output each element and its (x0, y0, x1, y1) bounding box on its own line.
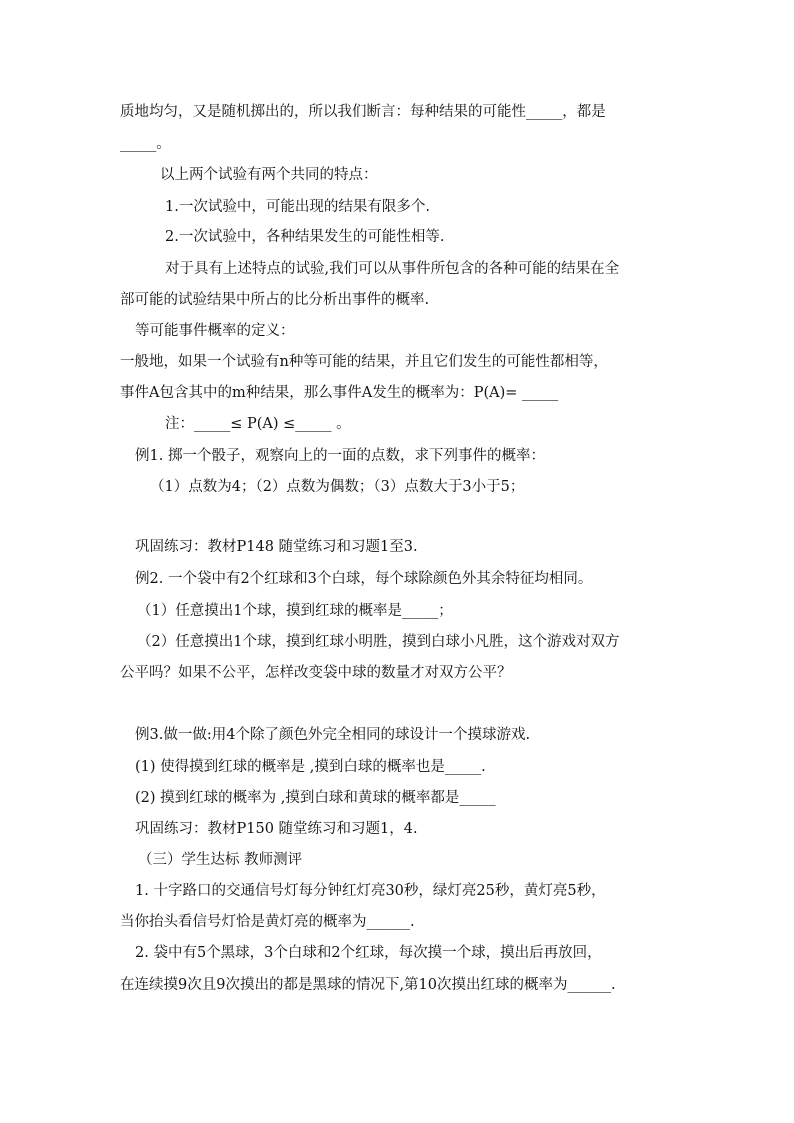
text-line-7: 部可能的试验结果中所占的比分析出事件的概率. (120, 292, 430, 308)
text-line-8: 等可能事件概率的定义： (135, 323, 295, 339)
text-line-2: _____。 (120, 136, 171, 152)
text-line-16: （1）任意摸出1个球，摸到红球的概率是_____； (137, 603, 453, 619)
text-line-11: 注：_____≤ P(A) ≤_____ 。 (165, 416, 351, 432)
text-line-22: 巩固练习：教材P150 随堂练习和习题1，4. (135, 821, 418, 837)
text-line-3: 以上两个试验有两个共同的特点： (160, 167, 378, 183)
text-line-12: 例1. 掷一个骰子，观察向上的一面的点数，求下列事件的概率： (135, 448, 545, 464)
text-line-1: 质地均匀，又是随机掷出的，所以我们断言：每种结果的可能性_____，都是 (120, 104, 606, 120)
text-line-19: 例3.做一做:用4个除了颜色外完全相同的球设计一个摸球游戏. (135, 727, 531, 743)
text-line-9: 一般地，如果一个试验有n种等可能的结果，并且它们发生的可能性都相等， (120, 354, 608, 370)
text-line-21: (2) 摸到红球的概率为 ,摸到白球和黄球的概率都是_____ (135, 790, 496, 806)
text-line-26: 2. 袋中有5个黑球，3个白球和2个红球，每次摸一个球，摸出后再放回， (135, 945, 602, 961)
text-line-13: （1）点数为4；（2）点数为偶数；（3）点数大于3小于5； (150, 479, 525, 495)
text-line-23: （三）学生达标 教师测评 (138, 852, 303, 868)
text-line-20: (1) 使得摸到红球的概率是 ,摸到白球的概率也是_____. (135, 759, 486, 775)
text-line-4: 1.一次试验中，可能出现的结果有限多个. (165, 199, 430, 215)
text-line-15: 例2. 一个袋中有2个红球和3个白球，每个球除颜色外其余特征均相同。 (135, 571, 593, 587)
text-line-17: （2）任意摸出1个球，摸到红球小明胜，摸到白球小凡胜，这个游戏对双方 (137, 634, 620, 650)
text-line-6: 对于具有上述特点的试验,我们可以从事件所包含的各种可能的结果在全 (165, 261, 620, 277)
text-line-14: 巩固练习：教材P148 随堂练习和习题1至3. (135, 539, 418, 555)
text-line-18: 公平吗？如果不公平，怎样改变袋中球的数量才对双方公平？ (120, 665, 512, 681)
text-line-24: 1. 十字路口的交通信号灯每分钟红灯亮30秒，绿灯亮25秒，黄灯亮5秒， (135, 883, 606, 899)
text-line-25: 当你抬头看信号灯恰是黄灯亮的概率为______. (120, 914, 415, 930)
text-line-5: 2.一次试验中，各种结果发生的可能性相等. (165, 229, 445, 245)
text-line-27: 在连续摸9次且9次摸出的都是黑球的情况下,第10次摸出红球的概率为______. (120, 977, 616, 993)
text-line-10: 事件A包含其中的m种结果，那么事件A发生的概率为：P(A)= _____ (120, 385, 559, 401)
